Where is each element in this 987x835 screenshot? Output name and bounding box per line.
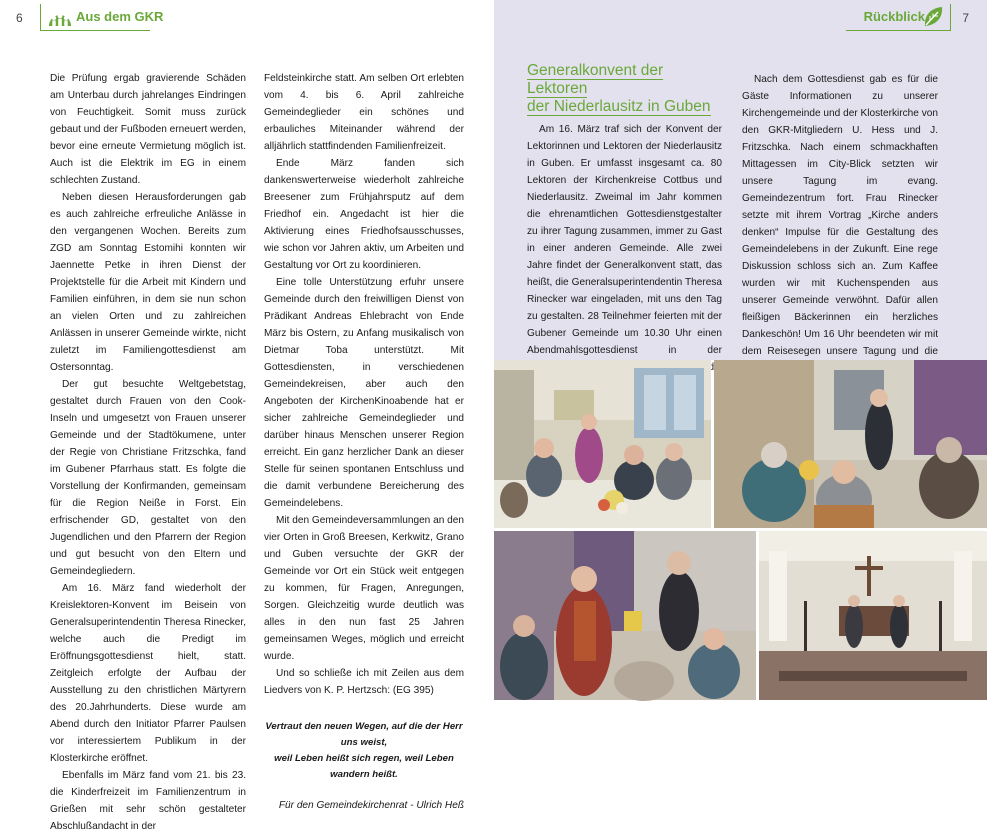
paragraph: Nach dem Gottesdienst gab es für die Gäste Informationen zu unserer Kirchengemeinde und der Klosterkirche von den GKR-Mitgliedern U. Hess und J. Fritzschka. Nach einem schmackhaften Mittagessen im City-Blick setzten wir unsere Tagung im evang. Gemeindezentrum fort. Frau Rinecker setzte mit ihrem Vortrag „Kirche anders denken“ Impulse für die Gestaltung des Gemeindelebens in der Zukunft. Eine rege Diskussion schloss sich an. Zum Kaffee wurden wir mit Kuchenspenden aus unserer Gemeinde verwöhnt. Dafür allen fleißigen Bäckerinnen ein herzliches Dankeschön! Um 16 Uhr beendeten wir mit dem Reisesegen unsere Tagung und die [742,74,938,357]
header-divider [40,4,41,30]
hymn-quote-line-1: Vertraut den neuen Wegen, auf die der Herr uns weist, [265,721,463,748]
paragraph: Die Prüfung ergab gravierende Schäden am Unterbau durch jahrelanges Eindringen von Feuchtigkeit. Somit muss zurück gebaut und der Fußboden erneuert werden, bevor eine erneute Vermietung möglich ist. Auch ist die Elektrik im EG in einem schlechten Zustand. [50,73,246,186]
photo-presentation [714,360,987,528]
paragraph: Der gut besuchte Weltgebetstag, gestaltet durch Frauen von den Cook-Inseln und umgesetzt von Frauen unserer Gemeinde und der Stadtökumene, unter der Regie von Christiane Fritzschka, fand im Gubener Pfarrhaus statt. Es folgte die Vorstellung der Konfirmanden, gemeinsam für die Region Neiße in Forst. Ein erfrischender GD, gestaltet von den Jugendlichen und den Pfarrern der Region und gut besucht von den Eltern und Gemeindegliedern. [50,379,246,577]
article-title-line-1: Generalkonvent der Lektoren [527,62,664,97]
paragraph: Am 16. März traf sich der Konvent der Lektorinnen und Lektoren der Niederlausitz in Guben. Er umfasst insgesamt ca. 80 Lektoren der Kirchenkreise Cottbus und Niederlausitz. Zweimal im Jahr kommen die ehrenamtlichen Gottesdienstgestalter zu ihrer Tagung zusammen, immer zu Gast in einer anderen Gemeinde. Alle zwei Jahre findet der Generalkonvent statt, das heißt, die Generalsuperintendentin Theresa Rinecker war eingeladen, mit uns den Tag zu gestalten. 28 Teilnehmer feierten mit der Gubener Gemeinde um 10.30 Uhr einen Abendmahlsgottesdienst in der [527,124,722,356]
paragraph: Eine tolle Unterstützung erfuhr unsere Gemeinde durch den freiwilligen Dienst von Prädikant Andreas Ehlebracht von Ende März bis Ostern, zu Anfang musikalisch von Dietmar Toba unterstützt. Mit Gottesdiensten, in verschiedenen Gemeindekreisen, aber auch den Angeboten der KirchenKinoabende hat er sicher zahlreiche Gemeindeglieder und darüber hinaus Menschen unserer Region erreicht. Ein ganz herzlicher Dank an dieser Stelle für seinen spontanen Entschluss und die damit verbundene Bereicherung des Gemeindelebens. [264,277,464,509]
left-page-number: 6 [16,11,23,25]
article-title [527,62,727,116]
photo-church-altar [759,531,987,700]
header-underline [40,30,150,31]
paragraph: Feldsteinkirche statt. Am selben Ort erlebten vom 4. bis 6. April zahlreiche Gemeindeglieder ein schönes und erbauliches Miteinander während der alljährlich stattfindenden Familienfreizeit. [264,73,464,152]
hymn-quote [264,719,464,783]
photo-church-altar-image [759,531,987,700]
paragraph: Am 16. März fand wiederholt der Kreislektoren-Konvent im Beisein von Generalsuperintendentin Theresa Rinecker, welche auch die Predigt im Eröffnungsgottesdienst hielt, statt. Zeitgleich erfolgte der Aufbau der Ausstellung zu den christlichen Märtyrern des 20.Jahrhunderts. Diese wurde am Abend durch den Initiator Pfarrer Paulsen vor interessiertem Publikum in der Klosterkirche eröffnet. [50,583,246,764]
right-section-title: Rückblick [863,9,925,24]
signature: Für den Gemeindekirchenrat - Ulrich Heß [278,800,464,811]
left-page [0,0,494,832]
text-column-2 [264,70,464,814]
header-underline [846,30,951,31]
left-section-title: Aus dem GKR [76,9,164,24]
paragraph: Neben diesen Herausforderungen gab es auch zahlreiche erfreuliche Anlässe in den vergangenen Wochen. Bereits zum ZGD am Sonntag Estomihi konnten wir Jaennette Petke in ihren Dienst der Projektstelle für die Arbeit mit Kindern und Familien einführen, in dem sie nun schon an vielen Orten und zu zahlreichen Anlässen in unserer Gemeinde wirkte, nicht zuletzt im Familiengottesdienst am Ostersonntag. [50,192,246,373]
paragraph: Ende März fanden sich dankenswerterweise wiederholt zahlreiche Breesener zum Frühjahrsputz auf dem Friedhof ein. Angedacht ist hier die Aktivierung eines Friedhofsausschusses, wie schon vor Jahren aktiv, um Arbeiten und Gestaltung vor Ort zu koordinieren. [264,158,464,271]
gkr-people-icon [48,6,72,28]
paragraph: Und so schließe ich mit Zeilen aus dem Liedvers von K. P. Hertzsch: (EG 395) [264,668,464,696]
header-divider [950,4,951,30]
paragraph: Ebenfalls im März fand vom 21. bis 23. die Kinderfreizeit im Familienzentrum in Grießen mit sehr schön gestalteter Abschlußandacht in der [50,770,246,832]
right-header [494,0,987,36]
photo-presentation-image [714,360,987,528]
paragraph: Mit den Gemeindeversammlungen an den vier Orten in Groß Breesen, Kerkwitz, Grano und Guben versuchte der GKR der Gemeinde vor Ort ein Stück weit entgegen zu kommen, für Fragen, Anregungen, Sorgen. Gleichzeitig wurde deutlich was alles in den nun fast 25 Jahren gemeinsamen Weges, möglich und erreicht wurde. [264,515,464,662]
text-column-3 [527,121,722,393]
leaf-icon [922,5,944,29]
hymn-quote-line-2: weil Leben heißt sich regen, weil Leben wandern heißt. [274,753,454,780]
article-title-line-2: der Niederlausitz in Guben [527,98,711,115]
left-header [0,0,494,36]
photo-gift-handover-image [494,531,756,700]
photo-meeting-room [494,360,711,528]
right-page-number: 7 [962,11,969,25]
text-column-1 [50,70,246,835]
photo-gift-handover [494,531,756,700]
photo-meeting-room-image [494,360,711,528]
